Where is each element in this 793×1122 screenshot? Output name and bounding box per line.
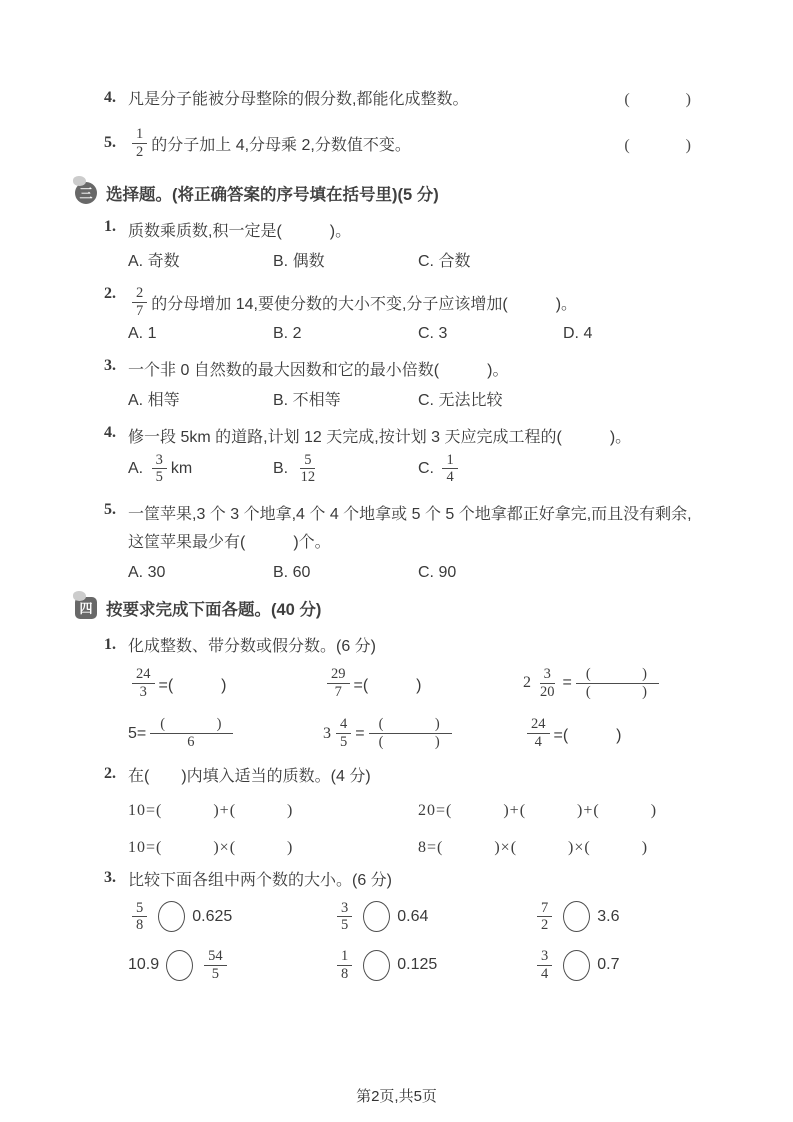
conversion-item — [523, 666, 663, 700]
option-a — [128, 325, 273, 343]
option-b — [273, 452, 418, 486]
question-number: 2. — [104, 285, 116, 303]
text-run: C. 3 — [418, 324, 448, 342]
question-number: 1. — [104, 635, 116, 653]
option-b — [273, 564, 418, 582]
text-run: C. 无法比较 — [418, 391, 503, 409]
option-a — [128, 452, 273, 486]
text-run: A. 1 — [128, 324, 157, 342]
comparison-item — [533, 948, 620, 982]
blank-fraction: $\frac{( )}{( )}$ — [576, 666, 659, 700]
answer-bracket: ( ) — [624, 91, 693, 108]
comparison-row — [104, 900, 693, 934]
fraction: $\frac{4}{5}$ — [336, 716, 351, 750]
question-number: 4. — [104, 88, 116, 106]
fraction: $\frac{1}{4}$ — [442, 452, 457, 486]
choice-question — [104, 424, 693, 447]
question-stem — [128, 424, 693, 447]
text-run: A. 相等 — [128, 391, 180, 409]
option-row — [104, 325, 693, 343]
option-c — [418, 325, 563, 343]
sub-question-text: 在( )内填入适当的质数。(4 分) — [128, 767, 371, 785]
text-run: 0.625 — [192, 907, 233, 925]
section-header-choice — [75, 181, 693, 205]
question-number: 2. — [104, 765, 116, 783]
sub-question-text: 比较下面各组中两个数的大小。(6 分) — [128, 871, 393, 889]
text-run: 的分子加上 4,分母乘 2,分数值不变。 — [151, 136, 411, 154]
text-run: km — [170, 459, 193, 477]
text-run: B. — [273, 459, 293, 477]
question-number: 5. — [104, 134, 116, 152]
fraction: $\frac{3}{20}$ — [540, 666, 555, 700]
section-badge-icon: 三 — [75, 182, 97, 204]
option-a — [128, 564, 273, 582]
question-number: 3. — [104, 356, 116, 374]
comparison-item — [128, 948, 333, 982]
conversion-item — [323, 716, 523, 750]
fraction: $\frac{29}{7}$ — [327, 666, 350, 700]
section-title: 选择题。(将正确答案的序号填在括号里)(5 分) — [106, 186, 439, 205]
comparison-circle — [363, 950, 390, 981]
option-c — [418, 248, 563, 271]
judge-item — [104, 126, 693, 160]
fraction: $\frac{24}{3}$ — [132, 666, 155, 700]
mixed-number: 3 $\frac{4}{5}$ — [323, 716, 355, 750]
option-row — [104, 248, 693, 271]
fraction: $\frac{5}{12}$ — [300, 451, 316, 486]
prime-fill-item: 8=( )×( )×( ) — [418, 838, 649, 856]
text-run: B. 60 — [273, 564, 311, 582]
comparison-circle — [363, 901, 390, 932]
choice-question — [104, 218, 693, 241]
judge-item-text — [128, 86, 468, 109]
choice-question — [104, 285, 693, 319]
comparison-circle — [166, 950, 193, 981]
fraction: $\frac{1}{2}$ — [132, 126, 147, 160]
question-stem — [128, 357, 693, 380]
conversion-item — [523, 716, 622, 750]
option-a — [128, 387, 273, 410]
text-run: C. 90 — [418, 564, 457, 582]
option-c — [418, 387, 563, 410]
fraction: $\frac{1}{8}$ — [337, 948, 352, 982]
judge-item-text — [128, 126, 411, 160]
text-run: =( ) — [353, 676, 422, 694]
fraction: $\frac{3}{5}$ — [152, 452, 167, 486]
text-run: 修一段 5km 的道路,计划 12 天完成,按计划 3 天应完成工程的( )。 — [128, 428, 632, 446]
prime-fill-item: 10=( )+( ) — [128, 801, 294, 819]
fraction: $\frac{5}{8}$ — [132, 900, 147, 934]
prime-fill-item: 20=( )+( )+( ) — [418, 801, 658, 819]
fraction: $\frac{24}{4}$ — [527, 716, 550, 750]
section-badge-icon: 四 — [75, 597, 97, 619]
choice-question — [104, 357, 693, 380]
question-number: 3. — [104, 869, 116, 887]
sub-question-title — [104, 867, 693, 890]
text-run: 0.7 — [597, 956, 620, 974]
option-c — [418, 564, 563, 582]
option-b — [273, 325, 418, 343]
fraction: $\frac{3}{5}$ — [337, 900, 352, 934]
fraction: $\frac{3}{4}$ — [537, 948, 552, 982]
text-run: 质数乘质数,积一定是( )。 — [128, 223, 352, 241]
option-row — [104, 564, 693, 582]
comparison-item — [128, 900, 333, 934]
option-row — [104, 452, 693, 486]
text-run: C. 合数 — [418, 253, 471, 271]
fraction: $\frac{54}{5}$ — [204, 948, 227, 982]
text-run: 的分母增加 14,要使分数的大小不变,分子应该增加( )。 — [151, 296, 578, 314]
question-number: 4. — [104, 423, 116, 441]
text-run: 0.64 — [397, 907, 429, 925]
comparison-item — [333, 900, 533, 934]
text-run: 3.6 — [597, 907, 620, 925]
text-run: =( ) — [553, 727, 622, 745]
comparison-item — [333, 948, 533, 982]
prime-fill-row — [104, 797, 693, 820]
option-row — [104, 387, 693, 410]
text-run: 一筐苹果,3 个 3 个地拿,4 个 4 个地拿或 5 个 5 个地拿都正好拿完,而且没有剩余,这筐苹果最少有( )个。 — [128, 506, 692, 552]
blank-fraction: $\frac{( )}{6}$ — [150, 716, 233, 750]
text-run: A. 30 — [128, 564, 166, 582]
text-run: C. — [418, 459, 439, 477]
text-run: B. 不相等 — [273, 391, 341, 409]
text-run: A. — [128, 459, 148, 477]
option-b — [273, 387, 418, 410]
section-title: 按要求完成下面各题。(40 分) — [106, 601, 322, 620]
conversion-row — [104, 716, 693, 750]
text-run: A. 奇数 — [128, 253, 180, 271]
comparison-circle — [563, 901, 590, 932]
page-indicator: 第2页,共5页 — [356, 1088, 437, 1105]
section-header-complete — [75, 596, 693, 620]
text-run: B. 偶数 — [273, 253, 325, 271]
text-run: =( ) — [158, 676, 227, 694]
prime-fill-row — [104, 834, 693, 857]
sub-question-title — [104, 633, 693, 656]
text-run: B. 2 — [273, 324, 302, 342]
option-b — [273, 248, 418, 271]
text-run: 10.9 — [128, 956, 160, 974]
conversion-item — [128, 666, 323, 700]
text-run: = — [355, 724, 365, 742]
question-number: 1. — [104, 218, 116, 236]
text-run: 5= — [128, 724, 147, 742]
option-d — [563, 325, 708, 343]
conversion-item — [323, 666, 523, 700]
conversion-item — [128, 716, 323, 750]
text-run: D. 4 — [563, 324, 593, 342]
answer-bracket: ( ) — [624, 136, 693, 154]
comparison-circle — [563, 950, 590, 981]
choice-question — [104, 501, 693, 557]
judge-item — [104, 86, 693, 109]
fraction: $\frac{7}{2}$ — [537, 900, 552, 934]
text-run: 凡是分子能被分母整除的假分数,都能化成整数。 — [128, 91, 469, 108]
mixed-number: 2 $\frac{3}{20}$ — [523, 666, 563, 700]
option-c — [418, 452, 563, 486]
blank-fraction: $\frac{( )}{( )}$ — [369, 716, 452, 750]
question-stem — [128, 218, 693, 241]
text-run: 一个非 0 自然数的最大因数和它的最小倍数( )。 — [128, 361, 509, 379]
question-stem — [128, 285, 693, 319]
prime-fill-item: 10=( )×( ) — [128, 838, 294, 856]
comparison-row — [104, 948, 693, 982]
option-a — [128, 248, 273, 271]
conversion-row — [104, 666, 693, 700]
question-stem — [128, 501, 693, 557]
question-number: 5. — [104, 501, 116, 519]
text-run: = — [562, 674, 572, 692]
comparison-item — [533, 900, 620, 934]
text-run: 0.125 — [397, 956, 438, 974]
comparison-circle — [158, 901, 185, 932]
sub-question-title — [104, 763, 693, 786]
fraction: $\frac{2}{7}$ — [132, 285, 147, 319]
sub-question-text: 化成整数、带分数或假分数。(6 分) — [128, 638, 377, 656]
